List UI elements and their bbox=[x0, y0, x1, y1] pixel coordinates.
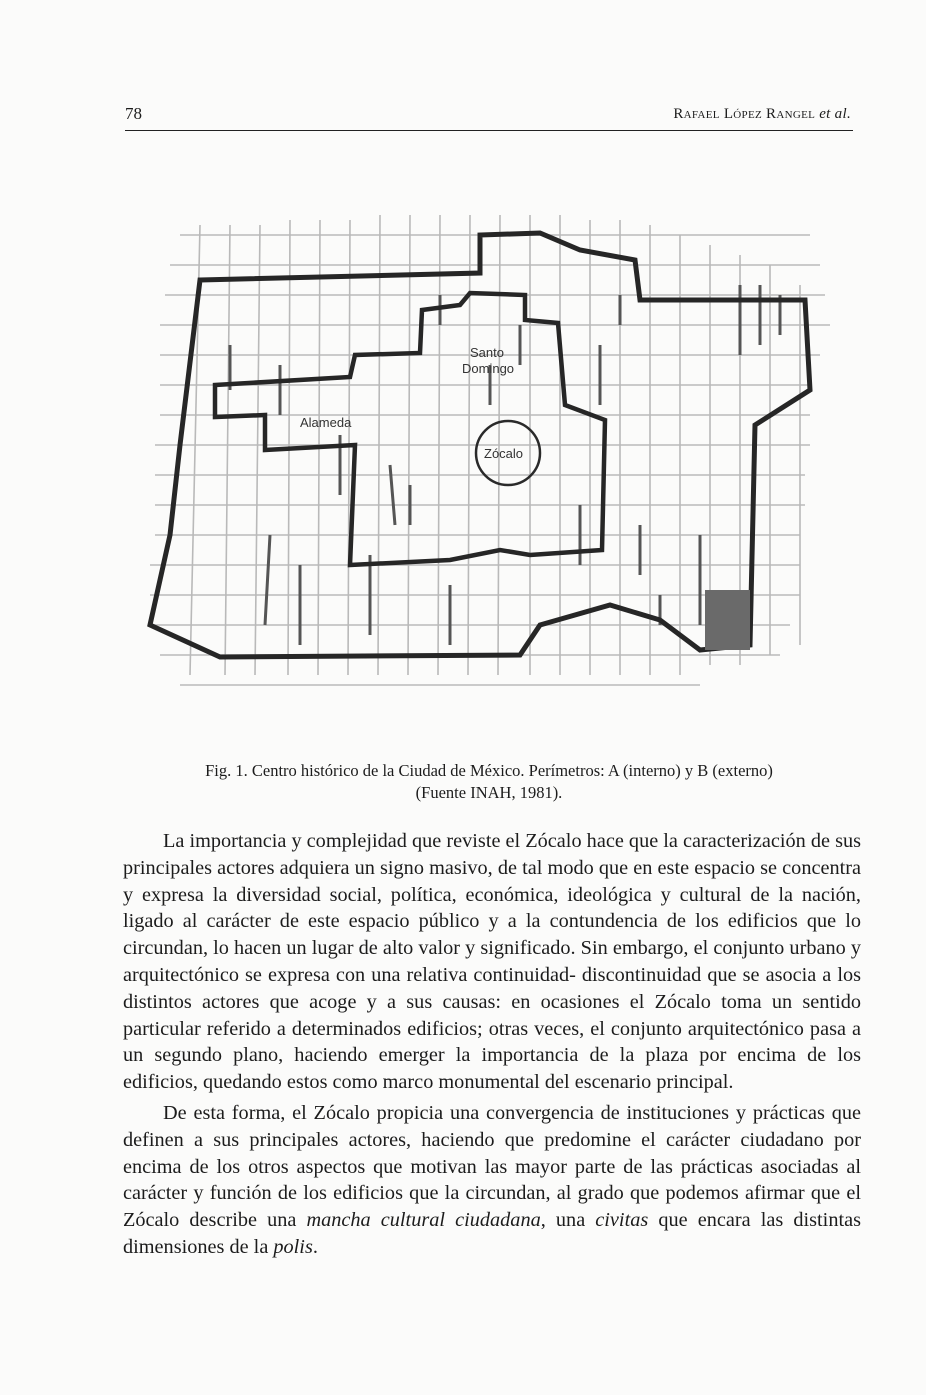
map-label-domingo: Domingo bbox=[462, 361, 515, 376]
caption-line-1: Fig. 1. Centro histórico de la Ciudad de México. Perímetros: A (interno) y B (externo) bbox=[205, 761, 773, 780]
p2-emphasis-1: mancha cultural ciudadana bbox=[306, 1209, 541, 1232]
caption-line-2: (Fuente INAH, 1981). bbox=[415, 783, 563, 802]
p2-text-b: , una bbox=[540, 1209, 596, 1232]
running-head-etal: et al. bbox=[819, 106, 851, 122]
shaded-block bbox=[705, 590, 750, 650]
map-label-alameda: Alameda bbox=[300, 415, 352, 430]
figure-map bbox=[140, 205, 830, 715]
p2-emphasis-3: polis bbox=[273, 1235, 313, 1258]
figure-caption bbox=[125, 760, 853, 804]
page-number: 78 bbox=[125, 104, 142, 123]
block-details bbox=[230, 285, 780, 645]
map-label-zocalo: Zócalo bbox=[484, 446, 524, 461]
running-head-author: Rafael López Rangel bbox=[673, 106, 816, 122]
p2-text-d: . bbox=[312, 1235, 318, 1258]
running-head bbox=[673, 106, 851, 123]
p2-text-c: que encara las distintas dimensiones de la bbox=[123, 1209, 861, 1258]
body-text bbox=[123, 828, 861, 1261]
historic-center-map bbox=[140, 205, 830, 715]
p2-emphasis-2: civitas bbox=[595, 1209, 649, 1232]
map-label-santo: Santo bbox=[470, 345, 504, 360]
p2-text-a: De esta forma, el Zócalo propicia una convergencia de instituciones y prácticas que definen a sus principales actores, haciendo que predomine el carácter ciudadano por encima de los otros aspectos que motivan las mayor parte de las prácticas asociadas al carácter y función de los edificios que la circundan, al grado que podemos afirmar que el Zócalo describe una bbox=[123, 1101, 861, 1232]
paragraph-2 bbox=[123, 1100, 861, 1261]
paragraph-1: La importancia y complejidad que reviste el Zócalo hace que la caracterización de sus principales actores adquiera un signo masivo, de tal modo que en este espacio se concentra y expresa la diversidad social, política, económica, ideológica y cultural de la nación, ligado al carácter de este espacio público y a la contundencia de los edificios que lo circundan, lo hacen un lugar de alto valor y significado. Sin embargo, el conjunto urbano y arquitectónico se expresa con una relativa continuidad- discontinuidad que se asocia a los distintos actores que acoge y a sus causas: en ocasiones el Zócalo toma un sentido particular referido a determinados edificios; otras veces, el conjunto arquitectónico pasa a un segundo plano, haciendo emerger la importancia de la plaza por encima de los edificios, quedando estos como marco monumental del escenario principal. bbox=[123, 830, 861, 1094]
page-header bbox=[125, 104, 853, 131]
